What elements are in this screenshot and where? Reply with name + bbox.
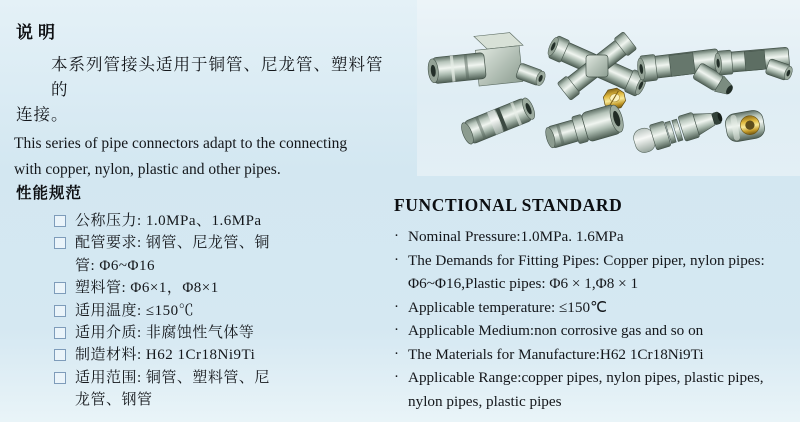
functional-item-line: Applicable Medium:non corrosive gas and so on (408, 322, 704, 339)
functional-item-temperature (394, 296, 796, 320)
functional-item-line: Φ6~Φ16,Plastic pipes: Φ6 × 1,Φ8 × 1 (408, 275, 639, 292)
description-heading: 说明 (16, 23, 60, 42)
functional-item-line: nylon pipes, plastic pipes (408, 392, 562, 410)
functional-item-fitting-pipes (394, 249, 796, 296)
spec-item-line: 制造材料: H62 1Cr18Ni9Ti (75, 347, 256, 364)
functional-standard-section (394, 195, 796, 413)
functional-item-line: The Materials for Manufacture:H62 1Cr18Ni9Ti (408, 345, 704, 363)
spec-item-line: 适用温度: ≤150℃ (75, 302, 195, 319)
checkbox-icon (54, 305, 66, 317)
description-en-line2: with copper, nylon, plastic and other pipes. (14, 161, 281, 178)
spec-item-medium (16, 322, 388, 344)
spec-item-range (16, 367, 388, 412)
functional-item-nominal-pressure (394, 225, 796, 249)
description-section (16, 18, 394, 183)
performance-spec-section (16, 181, 388, 412)
checkbox-icon (54, 327, 66, 339)
spec-item-temperature (16, 300, 388, 322)
straight-connector-2-image (543, 103, 627, 153)
functional-item-line: Nominal Pressure:1.0MPa. 1.6MPa (408, 228, 624, 245)
spec-item-nominal-pressure (16, 210, 388, 232)
elbow-connector-image (425, 29, 548, 99)
description-cn-line2: 连接。 (16, 105, 69, 124)
description-en-line1: This series of pipe connectors adapt to the connecting (14, 135, 348, 152)
functional-item-range (394, 366, 796, 413)
functional-item-line: Applicable Range:copper pipes, nylon pipes, plastic pipes, (408, 369, 764, 386)
checkbox-icon (54, 215, 66, 227)
spec-item-line: 配管要求: 钢管、尼龙管、铜 (75, 235, 270, 252)
checkbox-icon (54, 282, 66, 294)
functional-item-material (394, 343, 796, 367)
spec-item-line: 公称压力: 1.0MPa、1.6MPa (75, 213, 262, 229)
functional-item-line: The Demands for Fitting Pipes: Copper piper, nylon pipes: (408, 251, 765, 269)
straight-connector-image (459, 96, 538, 146)
bullet-icon: · (394, 298, 399, 315)
checkbox-icon (54, 237, 66, 249)
bullet-icon: · (394, 251, 399, 268)
functional-item-line: Applicable temperature: ≤150℃ (408, 298, 608, 316)
pipe-connectors-illustration (417, 0, 800, 176)
functional-item-medium (394, 319, 796, 343)
cap-nut-image (724, 109, 766, 143)
spec-item-line: 适用介质: 非腐蚀性气体等 (75, 325, 255, 342)
description-en-paragraph (16, 131, 394, 183)
spec-item-line: 管: Φ6~Φ16 (75, 257, 155, 274)
product-photo (417, 0, 800, 176)
bullet-icon: · (394, 345, 399, 362)
bullet-icon: · (394, 228, 399, 244)
checkbox-icon (54, 349, 66, 361)
spec-item-fitting-pipes (16, 232, 388, 277)
spec-item-material (16, 344, 388, 366)
spec-item-line: 龙管、钢管 (75, 392, 153, 409)
bullet-icon: · (394, 322, 399, 338)
bullet-icon: · (394, 369, 399, 385)
union-connector-image (631, 104, 726, 155)
spec-item-line: 适用范围: 铜管、塑料管、尼 (75, 369, 270, 386)
description-cn-line1: 本系列管接头适用于铜管、尼龙管、塑料管的 (51, 55, 384, 99)
checkbox-icon (54, 372, 66, 384)
spec-item-line: 塑料管: Φ6×1，Φ8×1 (75, 280, 219, 297)
performance-spec-heading: 性能规范 (16, 185, 83, 202)
spec-item-plastic-pipes (16, 277, 388, 299)
cross-connector-image (545, 31, 649, 100)
functional-standard-heading: FUNCTIONAL STANDARD (394, 195, 623, 215)
